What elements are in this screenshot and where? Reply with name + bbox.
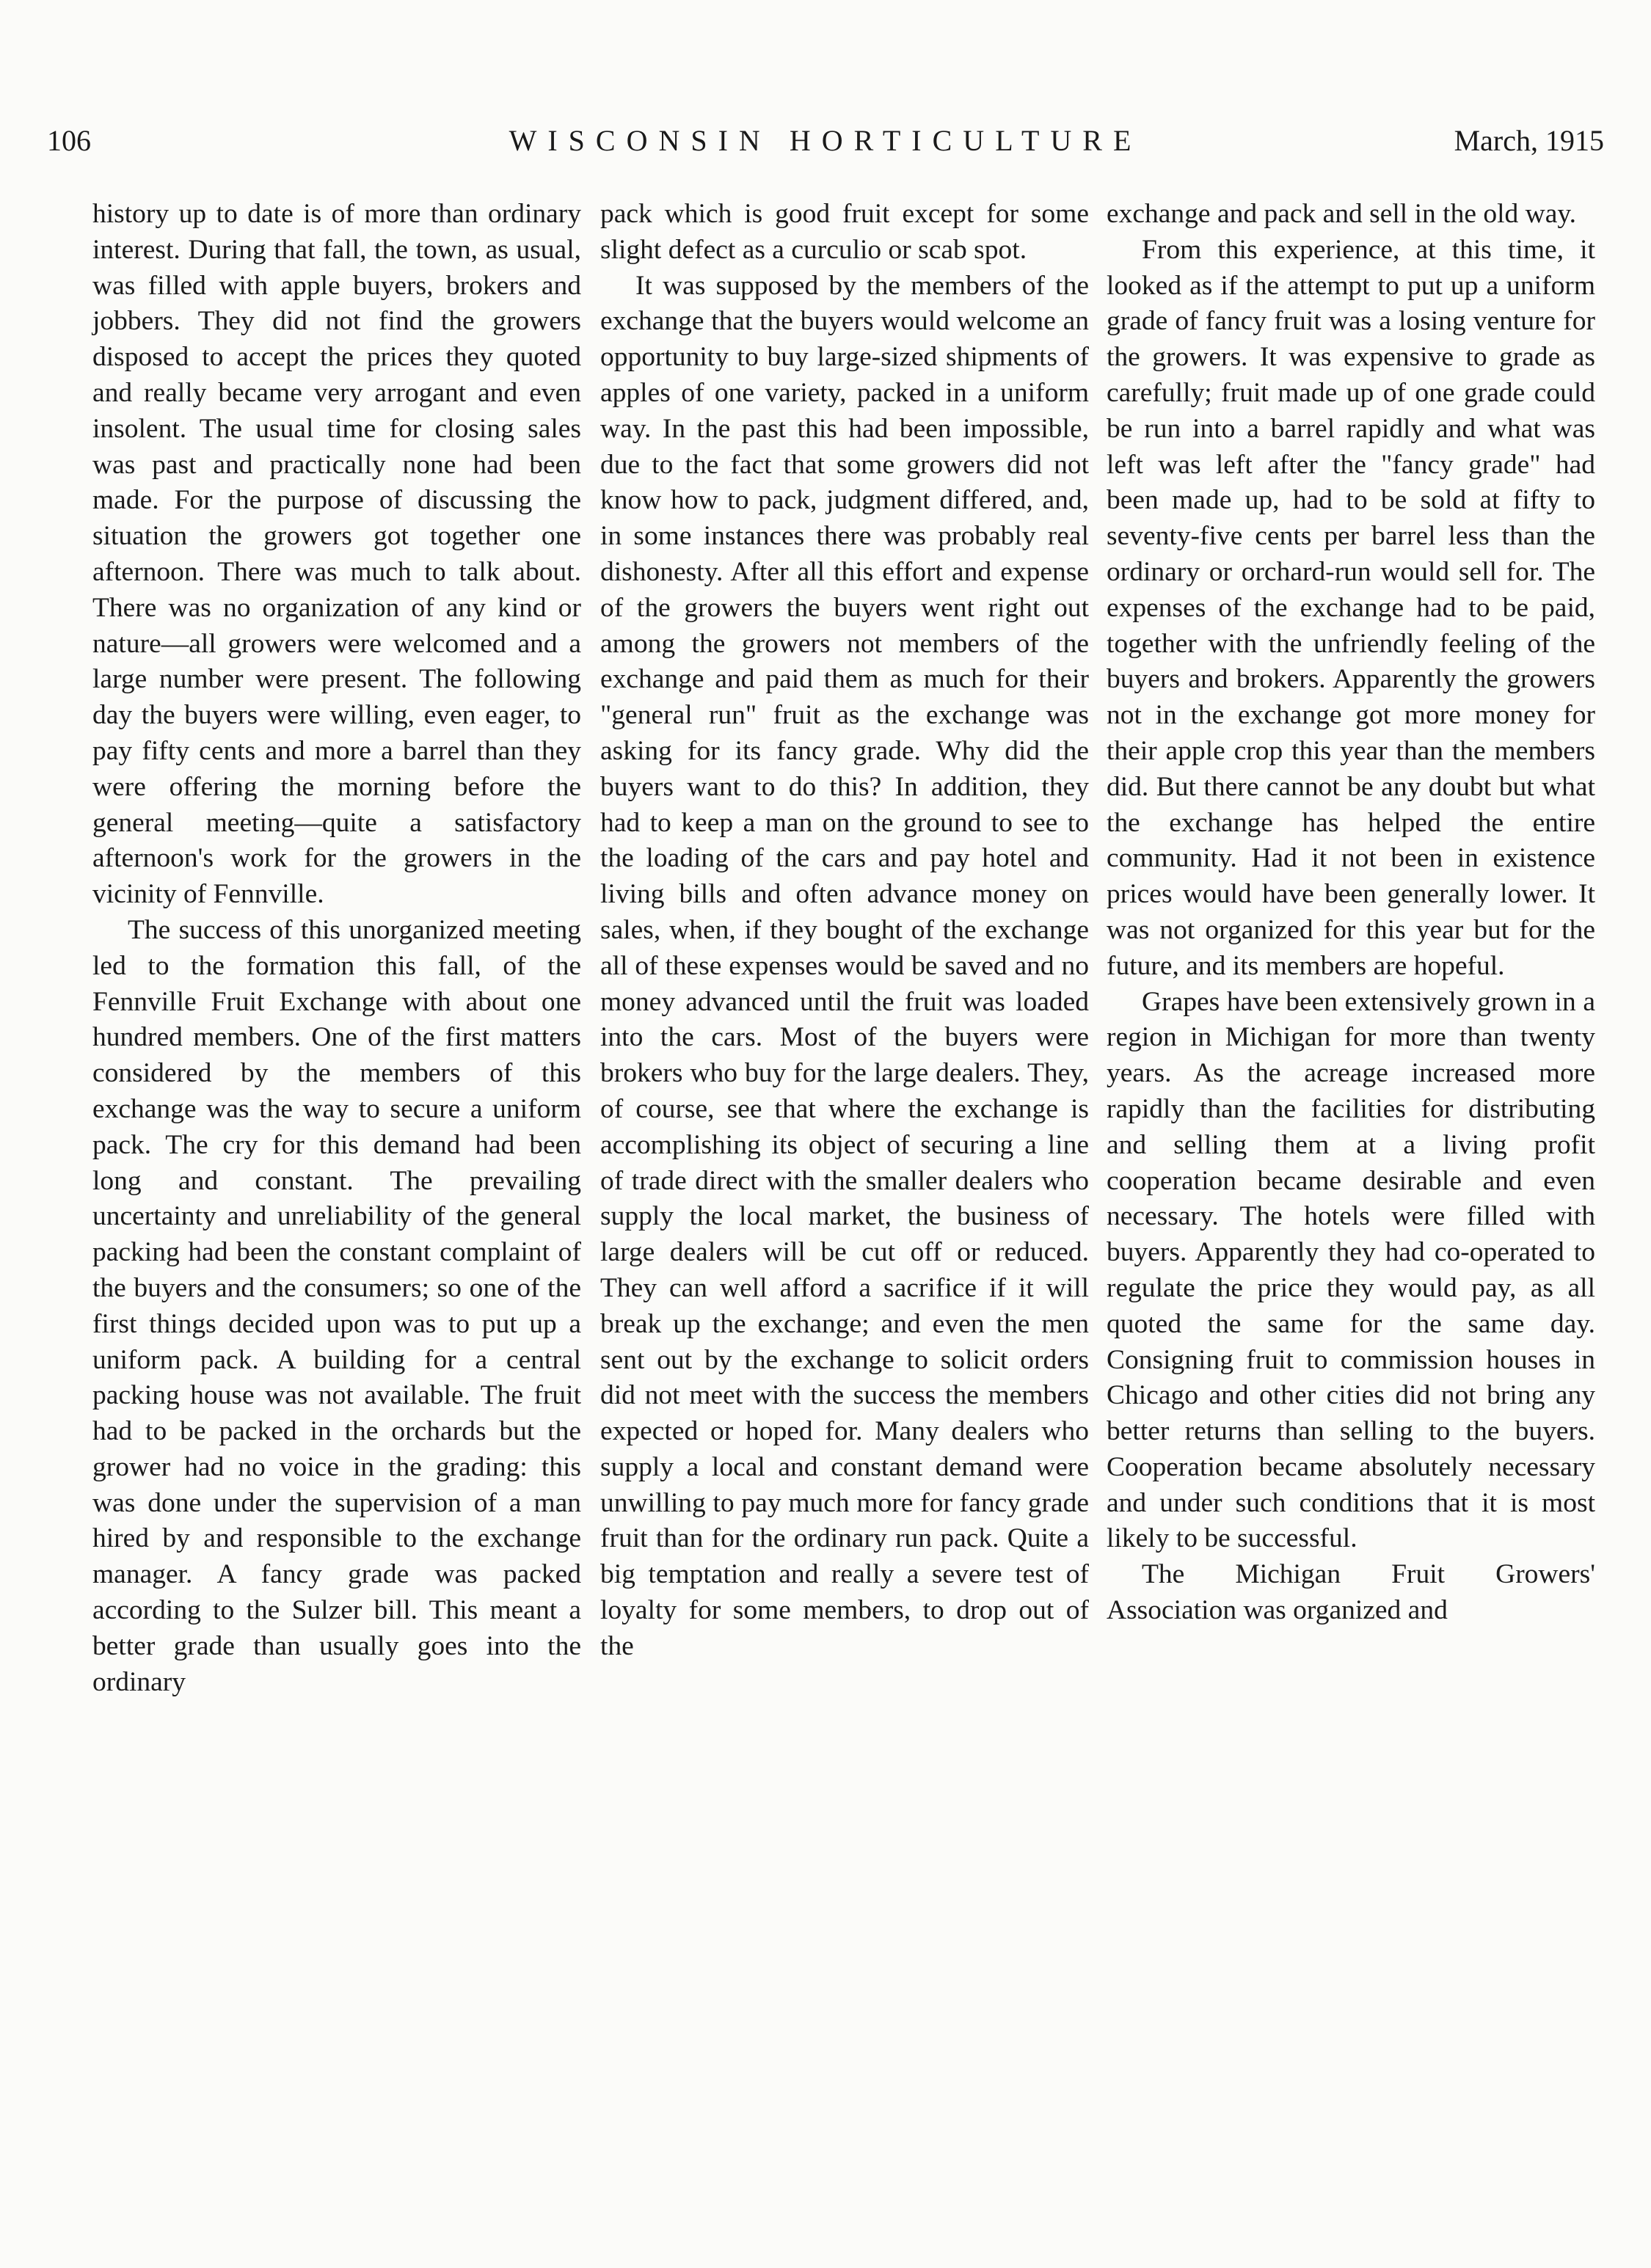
paragraph: pack which is good fruit except for some slight defect as a curculio or scab spot. [600,199,1089,265]
issue-date: March, 1915 [1454,124,1604,157]
paragraph: exchange and pack and sell in the old way. [1107,199,1577,229]
paragraph: From this experience, at this time, it looked as if the attempt to put up a uniform grade of fancy fruit was a losing venture for the growers. It was expensive to grade as carefully; fruit made up of one grade could be run into a barrel rapidly and what was left was left after the "fancy grade" had been made up, had to be sold at fifty to seventy-five cents per barrel less than the ordinary or orchard-run would sell for. The expenses of the exchange had to be paid, together with the unfriendly feeling of the buyers and brokers. Apparently the growers not in the exchange got more money for their apple crop this year than the members did. But there cannot be any doubt but what the exchange has helped the entire community. Had it not been in existence prices would have been generally lower. It was not organized for this year but for the future, and its members are hopeful. [1107,234,1595,981]
paragraph: Grapes have been extensively grown in a region in Michigan for more than twenty years. As the acreage increased more rapidly than the facilities for distributing and selling them at a living profit cooperation became desirable and even necessary. The hotels were filled with buyers. Apparently they had co-operated to regulate the price they would pay, as all quoted the same for the same day. Consigning fruit to commission houses in Chicago and other cities did not bring any better returns than selling to the buyers. Cooperation became absolutely necessary and under such conditions that it is most likely to be successful. [1107,986,1595,1554]
page-number: 106 [47,124,91,157]
paragraph: The success of this unorganized meeting led to the formation this fall, of the Fennville Fruit Exchange with about one hundred members. One of the first matters considered by the members of this exchange was the way to secure a uniform pack. The cry for this demand had been long and constant. The prevailing uncertainty and unreliability of the general packing had been the constant complaint of the buyers and the consumers; so one of the first things decided upon was to put up a uniform pack. A building for a central packing house was not available. The fruit had to be packed in the orchards but the grower had no voice in the grading: this was done under the supervision of a man hired by and responsible to the exchange manager. A fancy grade was packed according to the Sulzer bill. This meant a better grade than usually goes into the ordinary [92,914,581,1697]
paragraph: It was supposed by the members of the exchange that the buyers would welcome an opportunity to buy large-sized shipments of apples of one variety, packed in a uniform way. In the past this had been impossible, due to the fact that some growers did not know how to pack, judgment differed, and, in some instances there was probably real dishonesty. After all this effort and expense of the growers the buyers went right out among the growers not members of the exchange and paid them as much for their "general run" fruit as the exchange was asking for its fancy grade. Why did the buyers want to do this? In addition, they had to keep a man on the ground to see to the loading of the cars and pay hotel and living bills and often advance money on sales, when, if they bought of the exchange all of these expenses would be saved and no money advanced until the fruit was loaded into the cars. Most of the buyers were brokers who buy for the large dealers. They, of course, see that where the exchange is accomplishing its object of securing a line of trade direct with the smaller dealers who supply the local market, the business of large dealers will be cut off or reduced. They can well afford a sacrifice if it will break up the exchange; and even the men sent out by the exchange to solicit orders did not meet with the success the members expected or hoped for. Many dealers who supply a local and constant demand were unwilling to pay much more for fancy grade fruit than for the ordinary run pack. Quite a big temptation and really a severe test of loyalty for some members, to drop out of the [600,270,1089,1661]
text-column-3 [1107,197,1595,1629]
text-column-2 [600,197,1089,1665]
page-header [47,123,1604,167]
journal-title: WISCONSIN HORTICULTURE [509,124,1142,157]
paragraph: The Michigan Fruit Growers' Association was organized and [1107,1559,1595,1626]
text-column-1 [92,197,581,1700]
paragraph: history up to date is of more than ordinary interest. During that fall, the town, as usual, was filled with apple buyers, brokers and jobbers. They did not find the growers disposed to accept the prices they quoted and really became very arrogant and even insolent. The usual time for closing sales was past and practically none had been made. For the purpose of discussing the situation the growers got together one afternoon. There was much to talk about. There was no organization of any kind or nature—all growers were welcomed and a large number were present. The following day the buyers were willing, even eager, to pay fifty cents and more a barrel than they were offering the morning before the general meeting—quite a satisfactory afternoon's work for the growers in the vicinity of Fennville. [92,199,581,910]
